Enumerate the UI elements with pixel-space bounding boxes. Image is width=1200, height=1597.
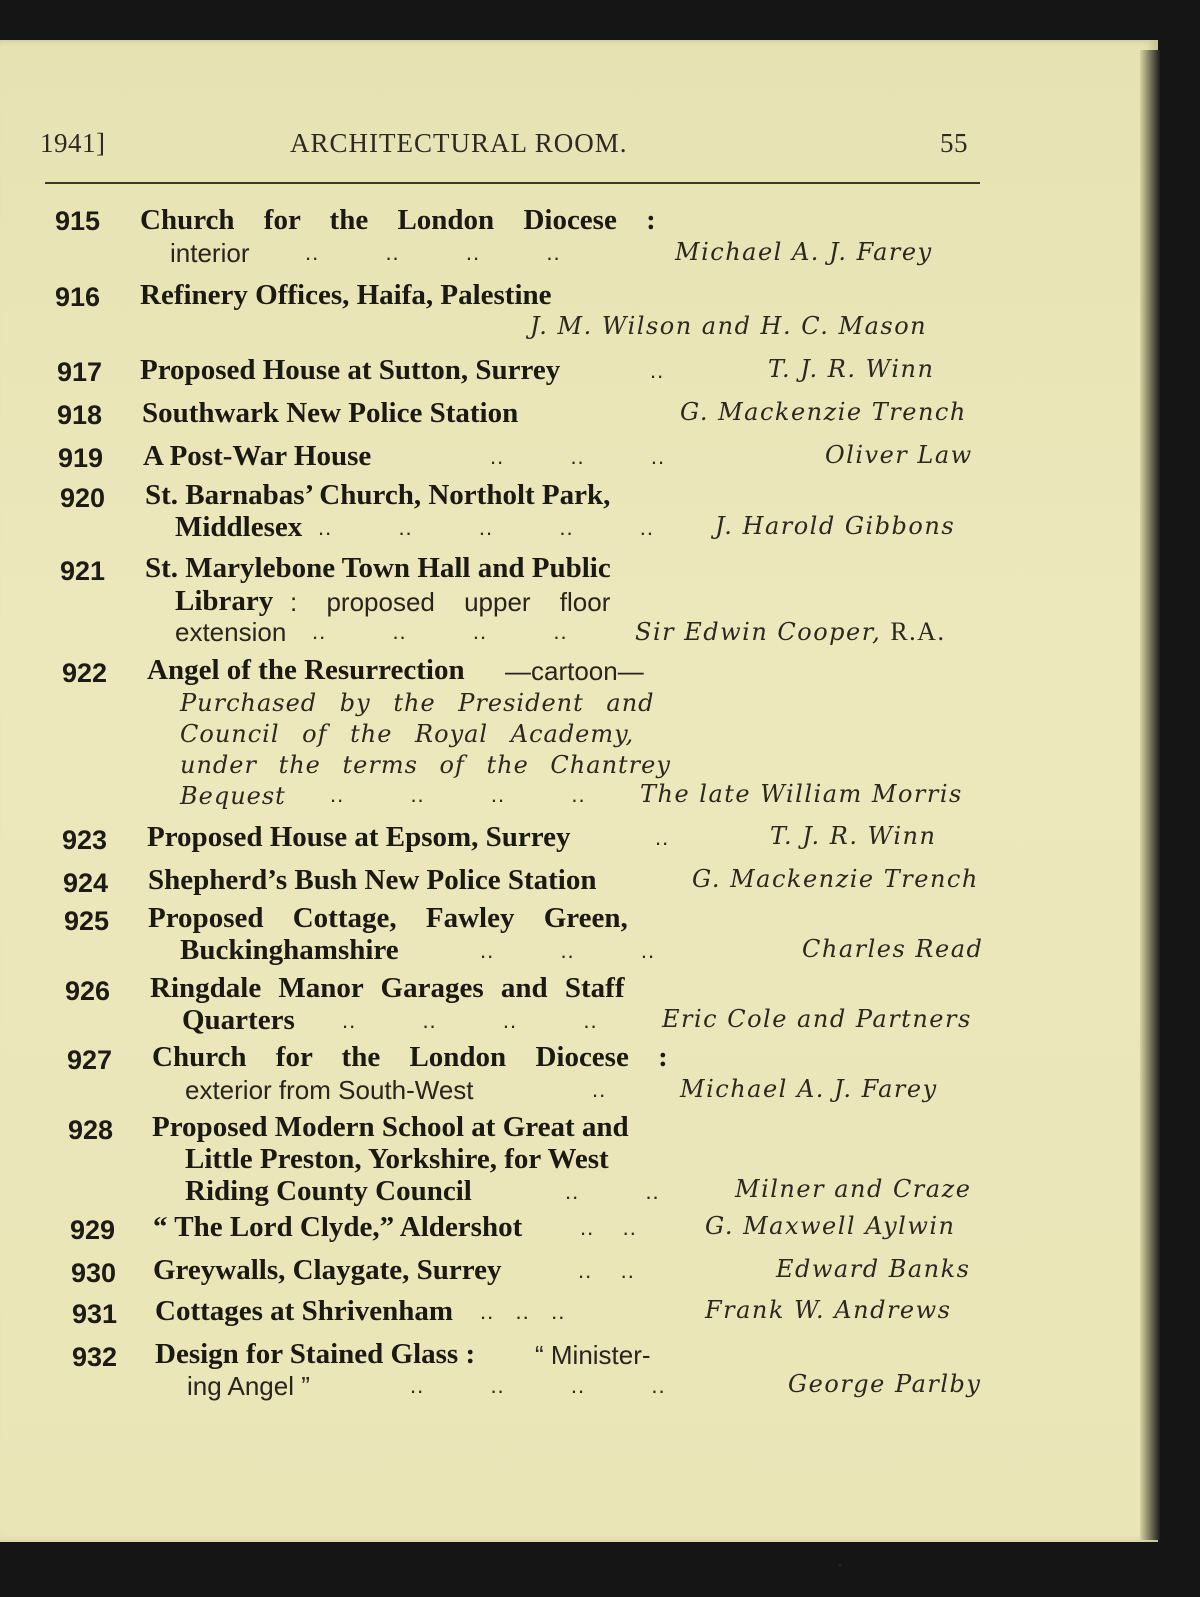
entry-author: Frank W. Andrews bbox=[705, 1296, 952, 1324]
entry-author: J. Harold Gibbons bbox=[715, 512, 956, 540]
entry-number: 931 bbox=[72, 1299, 118, 1329]
entry-note: Council of the Royal Academy, bbox=[180, 720, 635, 748]
entry-number: 920 bbox=[60, 483, 106, 513]
entry-subtitle: : proposed upper floor bbox=[290, 587, 611, 617]
leader-dots: .. .. .. .. bbox=[330, 782, 586, 807]
leader-dots: .. bbox=[592, 1077, 607, 1102]
entry-number: 923 bbox=[62, 825, 108, 855]
entry-author: G. Mackenzie Trench bbox=[680, 398, 967, 426]
entry-number: 925 bbox=[64, 906, 110, 936]
entry-number: 919 bbox=[58, 443, 104, 473]
entry-author: Eric Cole and Partners bbox=[662, 1005, 972, 1033]
leader-dots: .. .. .. bbox=[480, 938, 656, 963]
entry-author: Sir Edwin Cooper, R.A. bbox=[635, 617, 946, 646]
leader-dots: .. .. bbox=[565, 1179, 660, 1204]
entry-author: Oliver Law bbox=[825, 441, 973, 469]
entry-title: Southwark New Police Station bbox=[142, 397, 519, 429]
entry-author: T. J. R. Winn bbox=[770, 822, 937, 850]
leader-dots: .. .. .. bbox=[490, 444, 666, 469]
entry-title-cont: Riding County Council bbox=[185, 1175, 472, 1207]
entry-title: Design for Stained Glass : bbox=[155, 1338, 476, 1370]
entry-number: 932 bbox=[72, 1342, 118, 1372]
entry-author: J. M. Wilson and H. C. Mason bbox=[530, 312, 928, 340]
entry-title-cont: interior bbox=[170, 238, 250, 268]
entry-author: The late William Morris bbox=[640, 780, 963, 808]
leader-dots: .. .. .. bbox=[480, 1299, 566, 1324]
entry-title: Proposed House at Epsom, Surrey bbox=[147, 821, 571, 853]
entry-author: Michael A. J. Farey bbox=[675, 238, 933, 266]
header-page-number: 55 bbox=[940, 128, 968, 158]
entry-author: T. J. R. Winn bbox=[768, 355, 935, 383]
entry-title: “ The Lord Clyde,” Aldershot bbox=[153, 1211, 523, 1243]
entry-number: 921 bbox=[60, 556, 106, 586]
entry-note: Bequest bbox=[180, 782, 286, 810]
entry-number: 928 bbox=[68, 1115, 114, 1145]
entry-number: 927 bbox=[67, 1045, 113, 1075]
entry-subtitle-cont: extension bbox=[175, 617, 287, 647]
entry-number: 929 bbox=[70, 1215, 116, 1245]
leader-dots: .. .. bbox=[580, 1215, 637, 1240]
entry-title: Shepherd’s Bush New Police Station bbox=[148, 864, 597, 896]
entry-number: 917 bbox=[57, 357, 103, 387]
entry-title-cont: Library bbox=[175, 585, 274, 617]
leader-dots: .. .. .. .. bbox=[305, 240, 561, 265]
entry-subtitle: exterior from South-West bbox=[185, 1075, 474, 1105]
leader-dots: .. .. bbox=[578, 1258, 635, 1283]
header-year: 1941] bbox=[40, 128, 106, 158]
entry-title: Church for the London Diocese : bbox=[152, 1041, 668, 1073]
author-suffix: R.A. bbox=[890, 617, 946, 646]
entry-title-cont: Little Preston, Yorkshire, for West bbox=[185, 1143, 609, 1175]
entry-number: 926 bbox=[65, 976, 111, 1006]
entry-number: 916 bbox=[55, 282, 101, 312]
entry-author: George Parlby bbox=[788, 1370, 982, 1398]
entry-title: Ringdale Manor Garages and Staff bbox=[150, 972, 625, 1004]
entry-title: Angel of the Resurrection bbox=[147, 654, 465, 686]
entry-title: Proposed Cottage, Fawley Green, bbox=[148, 902, 628, 934]
entry-author: Edward Banks bbox=[776, 1255, 971, 1283]
entry-number: 922 bbox=[62, 658, 108, 688]
leader-dots: .. .. .. .. bbox=[410, 1373, 666, 1398]
leader-dots: .. .. .. .. bbox=[312, 619, 568, 644]
leader-dots: .. bbox=[655, 825, 670, 850]
entry-title: Church for the London Diocese : bbox=[140, 204, 656, 236]
entry-note: under the terms of the Chantrey bbox=[180, 751, 671, 779]
entry-author: Michael A. J. Farey bbox=[680, 1075, 938, 1103]
leader-dots: .. .. .. .. .. bbox=[318, 515, 655, 540]
entry-number: 915 bbox=[55, 206, 101, 236]
leader-dots: .. bbox=[650, 358, 665, 383]
entry-title-cont: Quarters bbox=[182, 1004, 295, 1036]
entry-title-cont: Middlesex bbox=[175, 511, 303, 543]
entry-number: 930 bbox=[71, 1258, 117, 1288]
entry-title: Refinery Offices, Haifa, Palestine bbox=[140, 279, 552, 311]
entry-title: St. Marylebone Town Hall and Public bbox=[145, 552, 611, 584]
entry-title: St. Barnabas’ Church, Northolt Park, bbox=[145, 479, 611, 511]
entry-title: Greywalls, Claygate, Surrey bbox=[153, 1254, 502, 1286]
entry-title: Cottages at Shrivenham bbox=[155, 1295, 454, 1327]
entry-title-cont: Buckinghamshire bbox=[180, 934, 399, 966]
page-edge bbox=[1140, 50, 1160, 1540]
entry-author: G. Maxwell Aylwin bbox=[705, 1212, 956, 1240]
entry-subtitle: “ Minister- bbox=[535, 1340, 651, 1370]
entry-medium: —cartoon— bbox=[505, 656, 644, 686]
entry-title: A Post-War House bbox=[143, 440, 372, 472]
entry-number: 924 bbox=[63, 868, 109, 898]
leader-dots: .. .. .. .. bbox=[342, 1008, 598, 1033]
entry-subtitle-cont: ing Angel ” bbox=[187, 1371, 310, 1401]
entry-title: Proposed House at Sutton, Surrey bbox=[140, 354, 561, 386]
entry-number: 918 bbox=[57, 400, 103, 430]
header-section-title: ARCHITECTURAL ROOM. bbox=[290, 128, 628, 158]
entry-author: Charles Read bbox=[802, 935, 984, 963]
entry-title: Proposed Modern School at Great and bbox=[152, 1111, 629, 1143]
entry-author: G. Mackenzie Trench bbox=[692, 865, 979, 893]
entry-author: Milner and Craze bbox=[735, 1175, 972, 1203]
header-rule bbox=[45, 182, 980, 184]
running-head bbox=[40, 128, 980, 168]
entry-note: Purchased by the President and bbox=[180, 689, 655, 717]
